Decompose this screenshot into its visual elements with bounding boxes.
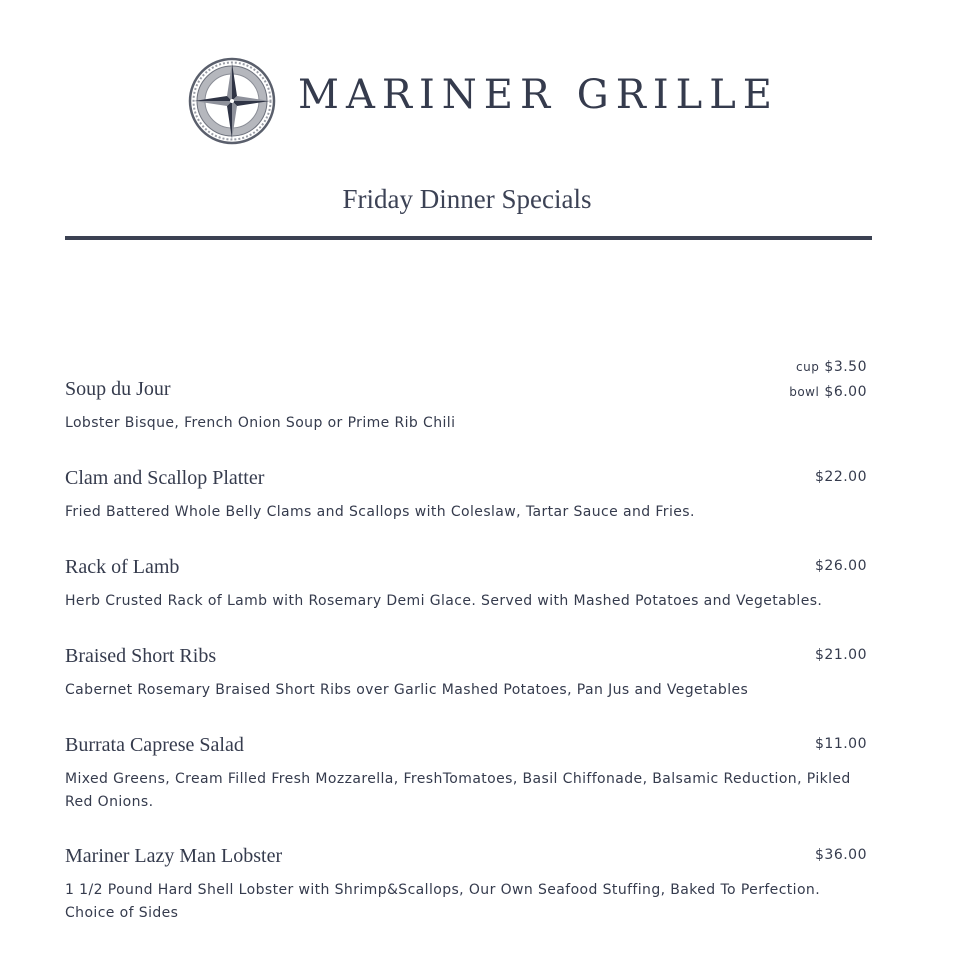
menu-item-name: Clam and Scallop Platter bbox=[65, 467, 265, 489]
brand-name: MARINER GRILLE bbox=[298, 72, 779, 118]
menu-item-price-list bbox=[789, 354, 867, 404]
menu-item-price: $36.00 bbox=[815, 847, 867, 863]
price-size-label: cup bbox=[795, 360, 820, 374]
menu-item-description: Lobster Bisque, French Onion Soup or Prime Rib Chili bbox=[65, 415, 456, 431]
menu-item-name: Burrata Caprese Salad bbox=[65, 734, 244, 756]
menu-item-description: Mixed Greens, Cream Filled Fresh Mozzarella, FreshTomatoes, Basil Chiffonade, Balsamic Reduction, Pikled Red Onions. bbox=[65, 771, 851, 810]
menu-item-description: Herb Crusted Rack of Lamb with Rosemary Demi Glace. Served with Mashed Potatoes and Vegetables. bbox=[65, 593, 823, 609]
menu-item-price: $11.00 bbox=[815, 736, 867, 752]
menu-item-price: $22.00 bbox=[815, 469, 867, 485]
menu-item-name: Soup du Jour bbox=[65, 378, 171, 400]
price-bowl bbox=[789, 379, 867, 404]
header-divider bbox=[65, 236, 872, 240]
menu-item-name: Rack of Lamb bbox=[65, 556, 180, 578]
price-cup bbox=[789, 354, 867, 379]
menu-item-description: 1 1/2 Pound Hard Shell Lobster with Shrimp&Scallops, Our Own Seafood Stuffing, Baked To Perfection. Choice of Sides bbox=[65, 882, 821, 921]
price-amount: $6.00 bbox=[824, 384, 867, 400]
menu-item-price: $21.00 bbox=[815, 647, 867, 663]
menu-item-description: Cabernet Rosemary Braised Short Ribs over Garlic Mashed Potatoes, Pan Jus and Vegetables bbox=[65, 682, 749, 698]
price-amount: $3.50 bbox=[824, 359, 867, 375]
menu-item-name: Braised Short Ribs bbox=[65, 645, 217, 667]
menu-item-description: Fried Battered Whole Belly Clams and Scallops with Coleslaw, Tartar Sauce and Fries. bbox=[65, 504, 695, 520]
menu-item-price: $26.00 bbox=[815, 558, 867, 574]
menu-item-name: Mariner Lazy Man Lobster bbox=[65, 845, 283, 867]
page-title: Friday Dinner Specials bbox=[342, 184, 592, 214]
price-size-label: bowl bbox=[789, 385, 820, 399]
compass-rose-icon bbox=[188, 57, 276, 145]
